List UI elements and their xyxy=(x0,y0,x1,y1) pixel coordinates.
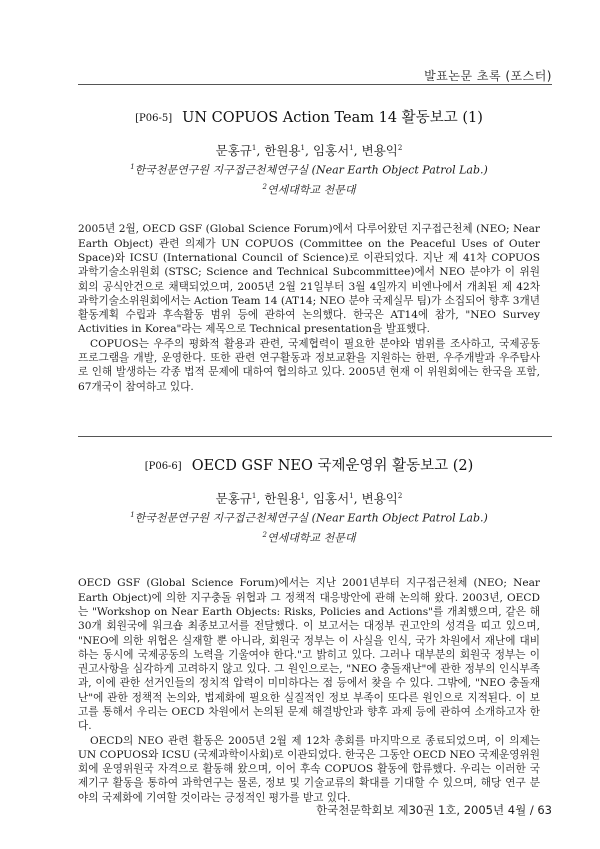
body-paragraph: OECD의 NEO 관련 활동은 2005년 2월 제 12차 총회를 마지막으로 종료되었으며, 이 의제는 UN COPUOS와 ICSU (국제과학이사회)로 이관되었다. 한국은 그동안 OECD NEO 국제운영위원회에 운영위원국 자격으로 활동해 왔으며, 이어 후속 COPUOS 활동에 합류했다. 우리는 이러한 국제기구 활동을 통하여 과학연구는 물론, 정보 및 기술교류의 확대를 기대할 수 있으며, 해당 연구 분야의 국제화에 기여할 것이라는 긍정적인 평가를 받고 있다. xyxy=(78,734,540,804)
author-affiliation-mark: 2 xyxy=(397,491,403,500)
affiliation-line xyxy=(78,179,540,199)
author-name: 임홍서 xyxy=(312,491,350,506)
body-paragraph: 2005년 2월, OECD GSF (Global Science Forum)에서 다루어왔던 지구접근천체 (NEO; Near Earth Object) 관련 의제가 UN COPUOS (Committee on the Peaceful Uses of Outer Space)와 ICSU (International Council of Science)로 이관되었다. 지난 제 41차 COPUOS 과학기술소위원회 (STSC; Science and Technical Subcommittee)에서 NEO 분야가 이 위원회의 공식안건으로 채택되었으며, 2005년 2월 21일부터 3월 4일까지 비엔나에서 개최된 제 42차 과학기술소위원회에서는 Action Team 14 (AT14; NEO 분야 국제실무 팀)가 소집되어 향후 3개년 활동계획 수립과 후속활동 범위 등에 관하여 논의했다. 한국은 AT14에 참가, "NEO Survey Activities in Korea"라는 제목으로 Technical presentation을 발표했다. xyxy=(78,223,541,336)
abstract-title: UN COPUOS Action Team 14 활동보고 (1) xyxy=(182,110,483,126)
affiliation-mark: 2 xyxy=(262,182,267,191)
author-affiliation-mark: 2 xyxy=(397,143,403,152)
affiliation-mark: 1 xyxy=(130,163,135,171)
author-affiliation-mark: 1 xyxy=(349,491,354,500)
author-affiliation-mark: 1 xyxy=(251,143,257,152)
body-paragraph: OECD GSF (Global Science Forum)에서는 지난 2001년부터 지구접근천체 (NEO; Near Earth Object)에 의한 지구충돌 위협과 그 정책적 대응방안에 관해 논의해 왔다. 2003년, OECD는 "Workshop on Near Earth Objects: Risks, Policies and Actions"를 개최했으며, 같은 해 30개 회원국에 워크숍 최종보고서를 전달했다. 이 보고서는 대정부 권고안의 성격을 띠고 있으며, "NEO에 의한 위협은 실재할 뿐 아니라, 회원국 정부는 이 사실을 인식, 국가 차원에서 재난에 대비하는 동시에 국제공동의 노력을 기울여야 한다."고 밝히고 있다. 그러나 대부분의 회원국 정부는 이 권고사항을 심각하게 고려하지 않고 있다. 그 원인으로는, "NEO 충돌재난"에 관한 정부의 인식부족과, 이에 관한 선거인들의 정치적 압력이 미미하다는 점 등에서 찾을 수 있다. 그밖에, "NEO 충돌재난"에 관한 정책적 논의와, 법제화에 필요한 실질적인 정보 부족이 또다른 원인으로 지적된다. 이 보고를 통해서 우리는 OECD 차원에서 논의된 문제 해결방안과 향후 과제 등에 관하여 소개하고자 한다. xyxy=(78,577,540,733)
abstract-p06-6 xyxy=(78,454,540,805)
abstract-body xyxy=(78,222,540,394)
author-affiliation-mark: 1 xyxy=(300,143,306,152)
affiliation-mark: 2 xyxy=(262,530,267,539)
abstract-p06-5 xyxy=(78,106,540,394)
author-name: 변용익 xyxy=(361,491,398,506)
author-name: 문홍규 xyxy=(215,143,252,158)
abstract-title-line xyxy=(78,454,540,475)
author-name: 한원용 xyxy=(264,143,301,158)
section-divider xyxy=(78,436,552,437)
affiliation-mark: 1 xyxy=(130,511,135,519)
affiliation-line xyxy=(78,507,540,527)
author-affiliation-mark: 1 xyxy=(300,491,306,500)
abstract-code: [P06-5] xyxy=(135,113,173,124)
journal-section-label: 발표논문 초록 (포스터) xyxy=(424,69,552,83)
author-name: 문홍규 xyxy=(215,491,252,506)
body-paragraph: COPUOS는 우주의 평화적 활용과 관련, 국제협력이 필요한 분야와 범위를 조사하고, 국제공동 프로그램을 개발, 운영한다. 또한 관련 연구활동과 정보교환을 지원하는 한편, 우주개발과 우주탐사로 인해 발생하는 각종 법적 문제에 대하여 협의하고 있다. 2005년 현재 이 위원회에는 한국을 포함, 67개국이 참여하고 있다. xyxy=(78,337,540,393)
author-list: 문홍규$^1$, 한원용$^1$, 임홍서$^1$, 변용익$^2$ xyxy=(215,143,403,158)
author-name: 임홍서 xyxy=(312,143,350,158)
affiliation-line xyxy=(78,527,540,547)
abstract-title-line xyxy=(78,106,540,127)
affiliation-line xyxy=(78,159,540,179)
author-affiliation-mark: 1 xyxy=(251,491,257,500)
journal-footer: 한국천문학회보 제30권 1호, 2005년 4월 / 63 xyxy=(316,803,552,817)
author-list: 문홍규$^1$, 한원용$^1$, 임홍서$^1$, 변용익$^2$ xyxy=(215,491,403,506)
author-name: 한원용 xyxy=(264,491,301,506)
affiliation-text: 연세대학교 천문대 xyxy=(266,531,356,545)
author-affiliation-mark: 1 xyxy=(349,143,354,152)
abstract-code: [P06-6] xyxy=(144,461,182,472)
header-divider xyxy=(78,84,552,85)
abstract-body xyxy=(78,576,540,805)
affiliation-text: 한국천문연구원 지구접근천체연구실 (Near Earth Object Patrol Lab.) xyxy=(134,163,488,177)
abstract-title: OECD GSF NEO 국제운영위 활동보고 (2) xyxy=(191,458,474,474)
affiliation-text: 한국천문연구원 지구접근천체연구실 (Near Earth Object Patrol Lab.) xyxy=(134,511,488,525)
author-name: 변용익 xyxy=(361,143,398,158)
affiliation-text: 연세대학교 천문대 xyxy=(266,183,356,197)
